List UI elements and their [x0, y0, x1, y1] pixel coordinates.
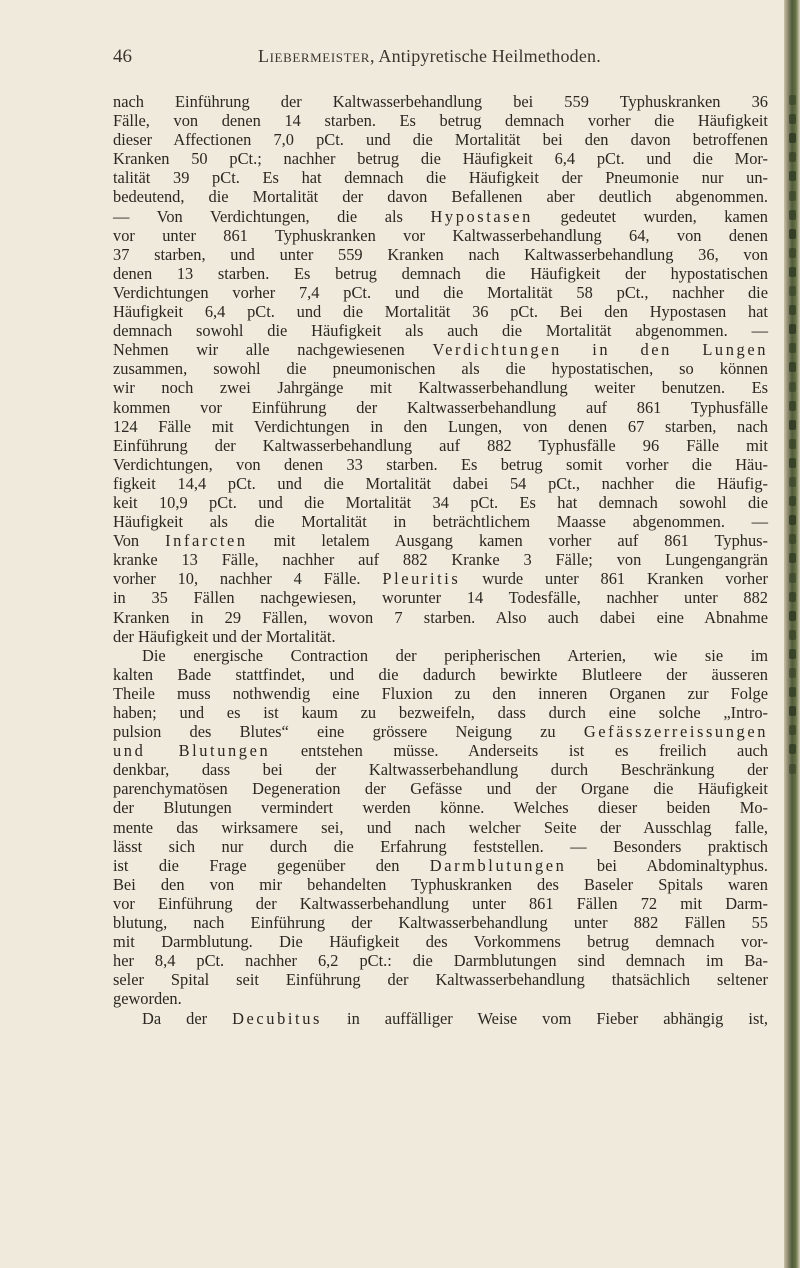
- text-segment: Von: [113, 531, 166, 551]
- text-line: [113, 474, 768, 493]
- text-line: [113, 970, 768, 989]
- text-segment: geworden.: [113, 989, 182, 1009]
- edge-mark: [789, 553, 796, 563]
- text-line: [113, 856, 768, 875]
- text-segment: Verdichtungen, von denen 33 starben. Es betrug somit vorher die Häu-: [113, 454, 768, 474]
- text-line: [113, 187, 768, 206]
- text-line: [113, 168, 768, 187]
- text-segment: 124 Fälle mit Verdichtungen in den Lungen, von denen 67 starben, nach: [113, 416, 768, 436]
- edge-mark: [789, 706, 796, 716]
- text-segment: der Blutungen vermindert werden könne. Welches dieser beiden Mo-: [113, 798, 768, 818]
- text-line: [113, 684, 768, 703]
- edge-mark: [789, 286, 796, 296]
- text-line: [113, 398, 768, 417]
- text-segment: lässt sich nur durch die Erfahrung feststellen. — Besonders praktisch: [113, 836, 768, 856]
- edge-mark: [789, 687, 796, 697]
- text-segment: bei Abdominaltyphus.: [566, 855, 768, 875]
- text-segment: her 8,4 pCt. nachher 6,2 pCt.: die Darmblutungen sind demnach im Ba-: [113, 951, 768, 971]
- text-segment: denen 13 starben. Es betrug demnach die Häufigkeit der hypostatischen: [113, 263, 768, 283]
- text-segment: wurde unter 861 Kranken vorher: [460, 569, 768, 589]
- text-segment: Fälle, von denen 14 starben. Es betrug demnach vorher die Häufigkeit: [113, 111, 768, 131]
- text-line: [113, 837, 768, 856]
- edge-mark: [789, 764, 796, 774]
- edge-mark: [789, 267, 796, 277]
- edge-mark: [789, 248, 796, 258]
- spaced-emphasis: Gefässzerreissungen: [583, 722, 768, 742]
- text-segment: nach Einführung der Kaltwasserbehandlung bei 559 Typhuskranken 36: [113, 92, 768, 111]
- text-segment: Nehmen wir alle nachgewiesenen: [113, 340, 433, 360]
- edge-mark: [789, 649, 796, 659]
- text-line: [113, 588, 768, 607]
- running-head: [258, 46, 601, 67]
- text-line: [113, 569, 768, 588]
- text-segment: 37 starben, und unter 559 Kranken nach Kaltwasserbehandlung 36, von: [113, 244, 768, 264]
- text-line: [113, 436, 768, 455]
- running-head-separator: ,: [369, 46, 379, 66]
- running-head-author: Liebermeister: [258, 46, 370, 66]
- edge-mark: [789, 343, 796, 353]
- text-line: [113, 665, 768, 684]
- text-segment: pulsion des Blutes“ eine grössere Neigung zu: [113, 722, 584, 742]
- text-segment: keit 10,9 pCt. und die Mortalität 34 pCt. Es hat demnach sowohl die: [113, 492, 768, 512]
- edge-mark: [789, 229, 796, 239]
- text-line: [113, 149, 768, 168]
- text-segment: kommen vor Einführung der Kaltwasserbehandlung auf 861 Typhusfälle: [113, 397, 768, 417]
- spaced-emphasis: Pleuritis: [382, 569, 461, 589]
- edge-mark: [789, 152, 796, 162]
- text-segment: dieser Affectionen 7,0 pCt. und die Mortalität bei den davon betroffenen: [113, 130, 768, 150]
- edge-mark: [789, 496, 796, 506]
- edge-mark: [789, 420, 796, 430]
- text-line: [113, 760, 768, 779]
- text-line: [113, 92, 768, 111]
- text-line: [113, 722, 768, 741]
- text-line: [113, 455, 768, 474]
- text-segment: talität 39 pCt. Es hat demnach die Häufigkeit der Pneumonie nur un-: [113, 168, 768, 188]
- text-line: [113, 245, 768, 264]
- edge-mark: [789, 95, 796, 105]
- text-segment: mit letalem Ausgang kamen vorher auf 861 Typhus-: [247, 531, 768, 551]
- text-segment: in auffälliger Weise vom Fieber abhängig ist,: [321, 1008, 768, 1028]
- text-segment: vor Einführung der Kaltwasserbehandlung unter 861 Fällen 72 mit Darm-: [113, 893, 768, 913]
- text-line: [113, 951, 768, 970]
- edge-mark: [789, 592, 796, 602]
- text-segment: blutung, nach Einführung der Kaltwasserbehandlung unter 882 Fällen 55: [113, 913, 768, 933]
- text-line: [113, 779, 768, 798]
- text-segment: Kranken in 29 Fällen, wovon 7 starben. Also auch dabei eine Abnahme: [113, 607, 768, 627]
- text-line: [113, 932, 768, 951]
- text-line: [113, 512, 768, 531]
- text-line: [113, 646, 768, 665]
- edge-mark: [789, 630, 796, 640]
- page-number: 46: [113, 46, 132, 67]
- spaced-emphasis: Darmblutungen: [429, 855, 567, 875]
- text-segment: Da der: [142, 1008, 233, 1028]
- text-line: [113, 550, 768, 569]
- text-line: [113, 226, 768, 245]
- text-segment: demnach sowohl die Häufigkeit als auch die Mortalität abgenommen. —: [113, 321, 768, 341]
- page-header: [0, 46, 784, 70]
- edge-mark: [789, 477, 796, 487]
- text-segment: gedeutet wurden, kamen: [532, 206, 768, 226]
- text-line: [113, 321, 768, 340]
- edge-mark: [789, 401, 796, 411]
- edge-mark: [789, 515, 796, 525]
- edge-mark: [789, 114, 796, 124]
- text-line: [113, 608, 768, 627]
- text-segment: vorher 10, nachher 4 Fälle.: [113, 569, 383, 589]
- edge-mark: [789, 324, 796, 334]
- spaced-emphasis: Decubitus: [232, 1008, 322, 1028]
- text-segment: Häufigkeit 6,4 pCt. und die Mortalität 36 pCt. Bei den Hypostasen hat: [113, 302, 768, 322]
- text-segment: bedeutend, die Mortalität der davon Befallenen aber deutlich abgenommen.: [113, 187, 768, 207]
- edge-mark: [789, 210, 796, 220]
- text-segment: mit Darmblutung. Die Häufigkeit des Vorkommens betrug demnach vor-: [113, 932, 768, 952]
- text-line: [113, 531, 768, 550]
- edge-mark: [789, 133, 796, 143]
- text-segment: kranke 13 Fälle, nachher auf 882 Kranke 3 Fälle; von Lungengangrän: [113, 550, 768, 570]
- text-line: [113, 302, 768, 321]
- text-segment: Einführung der Kaltwasserbehandlung auf 882 Typhusfälle 96 Fälle mit: [113, 435, 768, 455]
- text-segment: entstehen müsse. Anderseits ist es freilich auch: [270, 741, 768, 761]
- text-segment: figkeit 14,4 pCt. und die Mortalität dabei 54 pCt., nachher die Häufig-: [113, 473, 768, 493]
- text-line: [113, 378, 768, 397]
- text-line: [113, 875, 768, 894]
- edge-mark: [789, 573, 796, 583]
- spaced-emphasis: Infarcten: [165, 531, 248, 551]
- text-line: [113, 283, 768, 302]
- spaced-emphasis: Hypostasen: [430, 206, 533, 226]
- edge-mark: [789, 744, 796, 754]
- text-segment: Bei den von mir behandelten Typhuskranken des Baseler Spitals waren: [113, 874, 768, 894]
- edge-mark: [789, 191, 796, 201]
- text-segment: mente das wirksamere sei, und nach welcher Seite der Ausschlag falle,: [113, 817, 768, 837]
- text-line: [113, 264, 768, 283]
- text-line: [113, 493, 768, 512]
- text-segment: ist die Frage gegenüber den: [113, 855, 430, 875]
- text-line: [113, 703, 768, 722]
- text-segment: zusammen, sowohl die pneumonischen als die hypostatischen, so können: [113, 359, 768, 379]
- edge-mark: [789, 171, 796, 181]
- text-segment: wir noch zwei Jahrgänge mit Kaltwasserbehandlung weiter benutzen. Es: [113, 378, 768, 398]
- body-text: [113, 92, 768, 1028]
- text-segment: seler Spital seit Einführung der Kaltwasserbehandlung thatsächlich seltener: [113, 970, 768, 990]
- text-line: [113, 1009, 768, 1028]
- text-line: [113, 989, 768, 1008]
- text-line: [113, 913, 768, 932]
- text-line: [113, 417, 768, 436]
- text-segment: der Häufigkeit und der Mortalität.: [113, 626, 336, 646]
- text-line: [113, 340, 768, 359]
- text-line: [113, 627, 768, 646]
- text-line: [113, 741, 768, 760]
- edge-mark: [789, 382, 796, 392]
- edge-mark: [789, 611, 796, 621]
- text-segment: Theile muss nothwendig eine Fluxion zu den inneren Organen zur Folge: [113, 683, 768, 703]
- text-segment: haben; und es ist kaum zu bezweifeln, dass durch eine solche „Intro-: [113, 703, 768, 722]
- spaced-emphasis: Verdichtungen in den Lungen: [432, 340, 768, 360]
- edge-mark: [789, 458, 796, 468]
- text-segment: denkbar, dass bei der Kaltwasserbehandlung durch Beschränkung der: [113, 760, 768, 780]
- edge-mark: [789, 362, 796, 372]
- text-segment: Häufigkeit als die Mortalität in beträchtlichem Maasse abgenommen. —: [113, 512, 768, 532]
- text-segment: kalten Bade stattfindet, und die dadurch bewirkte Blutleere der äusseren: [113, 664, 768, 684]
- running-head-title: Antipyretische Heilmethoden.: [378, 46, 601, 66]
- text-segment: in 35 Fällen nachgewiesen, worunter 14 Todesfälle, nachher unter 882: [113, 588, 768, 608]
- text-segment: Verdichtungen vorher 7,4 pCt. und die Mortalität 58 pCt., nachher die: [113, 282, 768, 302]
- text-line: [113, 111, 768, 130]
- text-line: [113, 130, 768, 149]
- page-edge: [784, 0, 800, 1268]
- edge-mark: [789, 534, 796, 544]
- edge-mark: [789, 439, 796, 449]
- edge-mark: [789, 305, 796, 315]
- text-line: [113, 207, 768, 226]
- spaced-emphasis: und Blutungen: [113, 741, 271, 761]
- text-line: [113, 818, 768, 837]
- edge-mark: [789, 668, 796, 678]
- text-segment: vor unter 861 Typhuskranken vor Kaltwasserbehandlung 64, von denen: [113, 225, 768, 245]
- text-line: [113, 359, 768, 378]
- text-line: [113, 894, 768, 913]
- edge-mark: [789, 725, 796, 735]
- text-segment: Die energische Contraction der peripherischen Arterien, wie sie im: [142, 645, 768, 665]
- text-segment: — Von Verdichtungen, die als: [113, 206, 431, 226]
- text-line: [113, 798, 768, 817]
- text-segment: Kranken 50 pCt.; nachher betrug die Häufigkeit 6,4 pCt. und die Mor-: [113, 149, 768, 169]
- text-segment: parenchymatösen Degeneration der Gefässe und der Organe die Häufigkeit: [113, 779, 768, 799]
